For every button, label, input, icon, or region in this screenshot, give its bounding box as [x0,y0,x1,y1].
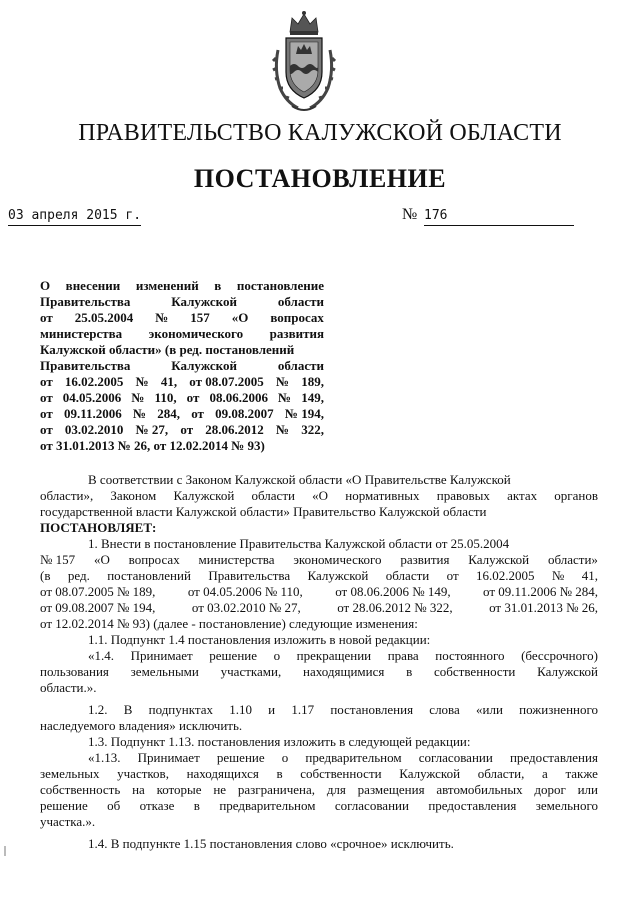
text-line: решение об отказе в предварительном согласовании предоставления земельного [40,798,598,813]
text-line: области.». [40,680,97,695]
kaluga-coat-of-arms-icon [272,10,336,116]
text-line: от 08.07.2005 № 189, от 04.05.2006 № 110, от 08.06.2006 № 149, от 09.11.2006 № 284, [40,584,598,599]
title-line: от 04.05.2006 № 110, от 08.06.2006 № 149, [40,390,324,405]
text-line: «1.4. Принимает решение о прекращении права постоянного (бессрочного) [88,648,598,663]
title-line: Калужской области» (в ред. постановлений [40,342,295,357]
item-1-1: 1.1. Подпункт 1.4 постановления изложить в новой редакции: [88,632,431,647]
title-line: О внесении изменений в постановление [40,278,324,293]
government-name: ПРАВИТЕЛЬСТВО КАЛУЖСКОЙ ОБЛАСТИ [78,120,562,146]
text-line: земельных участков, находящихся в собственности Калужской области, а также [40,766,598,781]
text-line: от 12.02.2014 № 93) (далее - постановление) следующие изменения: [40,616,418,631]
document-type: ПОСТАНОВЛЕНИЕ [193,164,447,193]
document-body [40,472,598,852]
text-line: 1. Внести в постановление Правительства Калужской области от 25.05.2004 [88,536,510,551]
text-line: области», Законом Калужской области «О нормативных правовых актах органов [40,488,598,503]
text-line: пользования земельными участками, находящимися в собственности Калужской [40,664,598,679]
text-line: государственной власти Калужской области» Правительство Калужской области [40,504,487,519]
preamble [40,472,598,520]
title-line: Правительства Калужской области [40,358,324,373]
item-1-3: 1.3. Подпункт 1.13. постановления изложить в следующей редакции: [88,734,471,749]
title-line: от 09.11.2006 № 284, от 09.08.2007 № 194, [40,406,324,421]
text-line: наследуемого владения» исключить. [40,718,243,733]
item-1 [40,536,598,632]
text-line: от 09.08.2007 № 194, от 03.02.2010 № 27, от 28.06.2012 № 322, от 31.01.2013 № 26, [40,600,598,615]
text-line: № 157 «О вопросах министерства экономического развития Калужской области» [40,552,598,567]
number-sign: № [402,206,418,223]
decree-word: ПОСТАНОВЛЯЕТ: [40,520,157,535]
text-line: В соответствии с Законом Калужской области «О Правительстве Калужской [88,472,511,487]
item-1-13-text [40,750,598,830]
text-line: участка.». [40,814,96,829]
item-1-4-text [40,648,598,696]
title-line: от 31.01.2013 № 26, от 12.02.2014 № 93) [40,438,265,453]
document-title [40,278,324,454]
title-line: министерства экономического развития [40,326,324,341]
text-line: собственность на которые не разграничена, для размещения автомобильных дорог или [40,782,598,797]
text-line: (в ред. постановлений Правительства Калужской области от 16.02.2005 № 41, [40,568,598,583]
title-line: от 25.05.2004 № 157 «О вопросах [40,310,324,325]
title-line: Правительства Калужской области [40,294,324,309]
title-line: от 16.02.2005 № 41, от 08.07.2005 № 189, [40,374,324,389]
text-line: 1.2. В подпунктах 1.10 и 1.17 постановления слова «или пожизненного [88,702,598,717]
text-line: «1.13. Принимает решение о предварительном согласовании предоставления [88,750,598,765]
margin-mark [4,846,6,856]
document-number: 176 [424,208,574,226]
item-1-2 [40,702,598,734]
title-line: от 03.02.2010 № 27, от 28.06.2012 № 322, [40,422,324,437]
document-date: 03 апреля 2015 г. [8,208,141,226]
item-1-4: 1.4. В подпункте 1.15 постановления слово «срочное» исключить. [88,836,454,851]
